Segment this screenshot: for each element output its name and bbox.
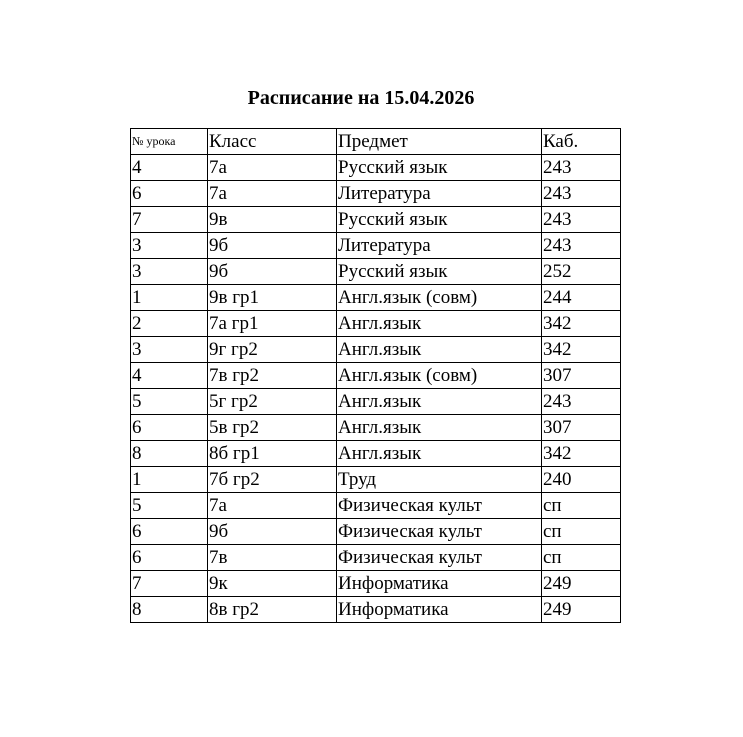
cell-room: сп — [542, 493, 621, 519]
cell-room: 252 — [542, 259, 621, 285]
table-header-row — [131, 129, 621, 155]
cell-lesson-number: 3 — [131, 233, 208, 259]
cell-class: 5г гр2 — [208, 389, 337, 415]
cell-room: 240 — [542, 467, 621, 493]
cell-room: 243 — [542, 207, 621, 233]
cell-subject: Физическая культ — [337, 545, 542, 571]
cell-subject: Литература — [337, 181, 542, 207]
cell-lesson-number: 6 — [131, 415, 208, 441]
cell-subject: Физическая культ — [337, 519, 542, 545]
cell-subject: Англ.язык — [337, 389, 542, 415]
cell-subject: Англ.язык — [337, 337, 542, 363]
table-row — [131, 207, 621, 233]
cell-room: 249 — [542, 571, 621, 597]
cell-subject: Русский язык — [337, 207, 542, 233]
cell-lesson-number: 8 — [131, 597, 208, 623]
cell-class: 7в гр2 — [208, 363, 337, 389]
page-title: Расписание на 15.04.2026 — [247, 87, 475, 109]
cell-class: 7а гр1 — [208, 311, 337, 337]
cell-class: 9б — [208, 519, 337, 545]
cell-lesson-number: 5 — [131, 493, 208, 519]
cell-lesson-number: 6 — [131, 545, 208, 571]
table-row — [131, 519, 621, 545]
table-row — [131, 493, 621, 519]
cell-lesson-number: 3 — [131, 337, 208, 363]
cell-class: 7а — [208, 181, 337, 207]
header-subject: Предмет — [337, 129, 542, 155]
cell-subject: Литература — [337, 233, 542, 259]
cell-lesson-number: 4 — [131, 363, 208, 389]
cell-lesson-number: 7 — [131, 207, 208, 233]
cell-lesson-number: 1 — [131, 467, 208, 493]
cell-lesson-number: 8 — [131, 441, 208, 467]
cell-class: 7б гр2 — [208, 467, 337, 493]
cell-lesson-number: 3 — [131, 259, 208, 285]
cell-room: 243 — [542, 389, 621, 415]
cell-lesson-number: 5 — [131, 389, 208, 415]
table-row — [131, 389, 621, 415]
table-row — [131, 467, 621, 493]
table-row — [131, 441, 621, 467]
header-room: Каб. — [542, 129, 621, 155]
cell-room: сп — [542, 519, 621, 545]
cell-class: 7в — [208, 545, 337, 571]
cell-class: 8в гр2 — [208, 597, 337, 623]
cell-subject: Труд — [337, 467, 542, 493]
table-row — [131, 545, 621, 571]
cell-lesson-number: 2 — [131, 311, 208, 337]
cell-room: 243 — [542, 181, 621, 207]
cell-lesson-number: 6 — [131, 519, 208, 545]
table-row — [131, 285, 621, 311]
cell-subject: Информатика — [337, 597, 542, 623]
header-lesson-number: № урока — [131, 129, 208, 155]
cell-subject: Англ.язык — [337, 311, 542, 337]
cell-room: 307 — [542, 415, 621, 441]
cell-class: 9б — [208, 233, 337, 259]
cell-room: сп — [542, 545, 621, 571]
cell-class: 9г гр2 — [208, 337, 337, 363]
table-row — [131, 415, 621, 441]
cell-subject: Русский язык — [337, 259, 542, 285]
cell-room: 342 — [542, 337, 621, 363]
cell-subject: Англ.язык — [337, 415, 542, 441]
table-row — [131, 155, 621, 181]
cell-subject: Русский язык — [337, 155, 542, 181]
cell-subject: Англ.язык (совм) — [337, 285, 542, 311]
table-row — [131, 597, 621, 623]
schedule-table — [130, 128, 621, 623]
table-row — [131, 571, 621, 597]
cell-class: 9в — [208, 207, 337, 233]
cell-lesson-number: 1 — [131, 285, 208, 311]
cell-class: 5в гр2 — [208, 415, 337, 441]
cell-lesson-number: 4 — [131, 155, 208, 181]
cell-subject: Физическая культ — [337, 493, 542, 519]
cell-class: 8б гр1 — [208, 441, 337, 467]
table-row — [131, 233, 621, 259]
cell-class: 7а — [208, 493, 337, 519]
table-row — [131, 259, 621, 285]
cell-class: 9к — [208, 571, 337, 597]
cell-room: 244 — [542, 285, 621, 311]
table-row — [131, 311, 621, 337]
cell-class: 9б — [208, 259, 337, 285]
cell-room: 307 — [542, 363, 621, 389]
cell-class: 7а — [208, 155, 337, 181]
table-row — [131, 181, 621, 207]
cell-subject: Информатика — [337, 571, 542, 597]
table-row — [131, 363, 621, 389]
cell-subject: Англ.язык (совм) — [337, 363, 542, 389]
cell-room: 249 — [542, 597, 621, 623]
cell-lesson-number: 7 — [131, 571, 208, 597]
header-class: Класс — [208, 129, 337, 155]
cell-room: 243 — [542, 233, 621, 259]
cell-subject: Англ.язык — [337, 441, 542, 467]
cell-room: 342 — [542, 441, 621, 467]
schedule-body — [131, 155, 621, 623]
cell-lesson-number: 6 — [131, 181, 208, 207]
cell-room: 243 — [542, 155, 621, 181]
cell-class: 9в гр1 — [208, 285, 337, 311]
table-row — [131, 337, 621, 363]
cell-room: 342 — [542, 311, 621, 337]
